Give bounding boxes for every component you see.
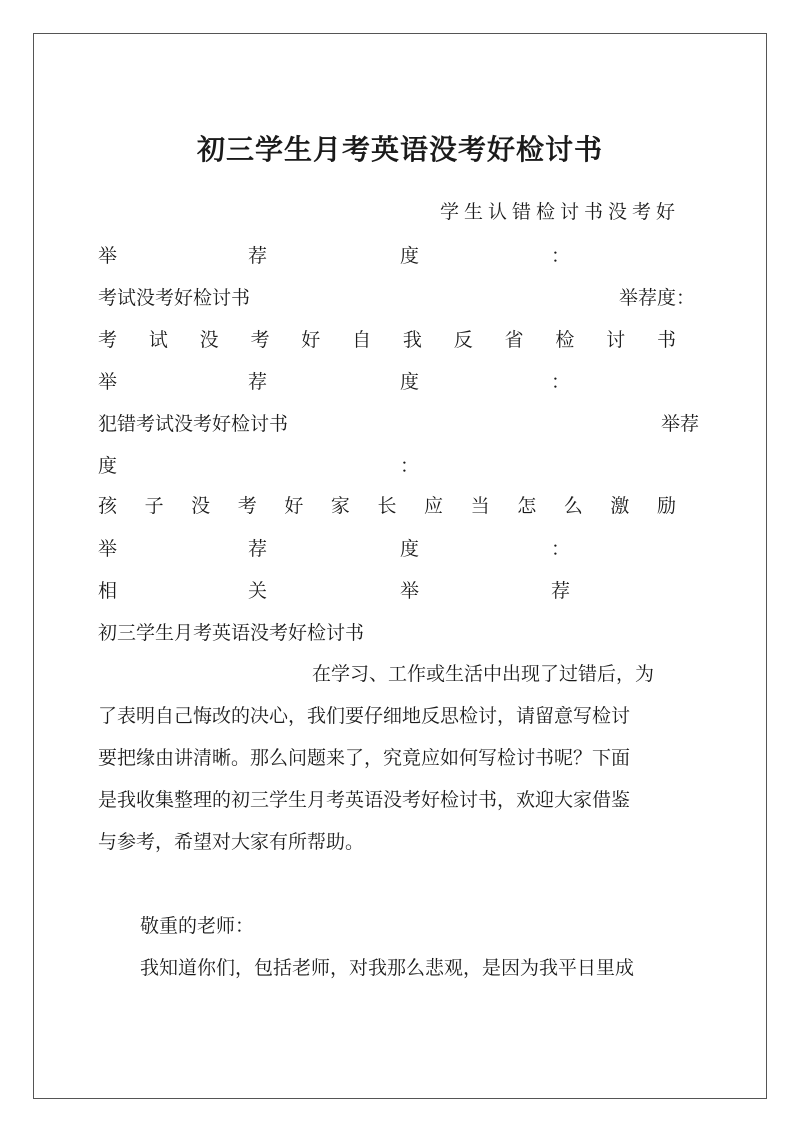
title-char: 没 [199,329,219,351]
item-1-title[interactable]: 考试没考好检讨书 [98,287,251,309]
item-1-recommend: 举荐度： [619,287,696,309]
title-char: 检 [555,329,575,351]
related-keyword-line: 学生认错检讨书没考好 [440,201,681,223]
related-char: 荐 [551,580,571,602]
recommend-char: 举 [98,538,118,560]
title-char: 考 [237,495,257,517]
title-char: 怎 [517,495,537,517]
title-char: 家 [330,495,350,517]
title-char: 考 [98,329,118,351]
title-char: 激 [610,495,630,517]
title-char: 应 [424,495,444,517]
title-char: 反 [453,329,473,351]
title-char: 省 [504,329,524,351]
intro-line: 要把缘由讲清晰。那么问题来了，究竟应如何写检讨书呢？下面 [98,747,631,769]
recommend-char: 举 [98,245,118,267]
recommend-char: 度 [400,245,420,267]
title-char: 没 [191,495,211,517]
item-3-title[interactable]: 犯错考试没考好检讨书 [98,413,289,435]
item-3-recommend-colon: ： [400,455,420,477]
title-char: 长 [377,495,397,517]
recommend-char: 度 [400,538,420,560]
section-subtitle: 初三学生月考英语没考好检讨书 [98,622,365,644]
item-3-recommend-wrap: 度 [98,455,118,477]
item-2-title[interactable] [98,331,676,350]
item-4-title[interactable] [98,497,676,516]
title-char: 么 [563,495,583,517]
title-char: 书 [656,329,676,351]
document-title: 初三学生月考英语没考好检讨书 [196,133,603,166]
related-char: 相 [98,580,118,602]
title-char: 讨 [606,329,626,351]
title-char: 自 [352,329,372,351]
related-char: 举 [400,580,420,602]
title-char: 试 [148,329,168,351]
recommend-char: 荐 [248,371,268,393]
intro-line: 了表明自己悔改的决心，我们要仔细地反思检讨，请留意写检讨 [98,705,631,727]
related-char: 关 [248,580,268,602]
recommend-char: 荐 [248,538,268,560]
intro-line: 在学习、工作或生活中出现了过错后，为 [312,663,655,685]
title-char: 当 [470,495,490,517]
salutation: 敬重的老师： [140,915,255,937]
title-char: 好 [284,495,304,517]
recommend-char: 荐 [248,245,268,267]
page-border [33,33,767,1099]
intro-line: 是我收集整理的初三学生月考英语没考好检讨书，欢迎大家借鉴 [98,789,631,811]
body-line: 我知道你们，包括老师，对我那么悲观，是因为我平日里成 [140,957,635,979]
intro-line: 与参考，希望对大家有所帮助。 [98,831,365,853]
recommend-char: ： [551,538,571,560]
recommend-char: ： [551,371,571,393]
title-char: 好 [301,329,321,351]
item-3-recommend: 举荐 [661,413,700,435]
title-char: 我 [402,329,422,351]
recommend-char: 举 [98,371,118,393]
title-char: 考 [250,329,270,351]
recommend-char: 度 [400,371,420,393]
title-char: 子 [144,495,164,517]
recommend-char: ： [551,245,571,267]
title-char: 励 [656,495,676,517]
title-char: 孩 [98,495,118,517]
